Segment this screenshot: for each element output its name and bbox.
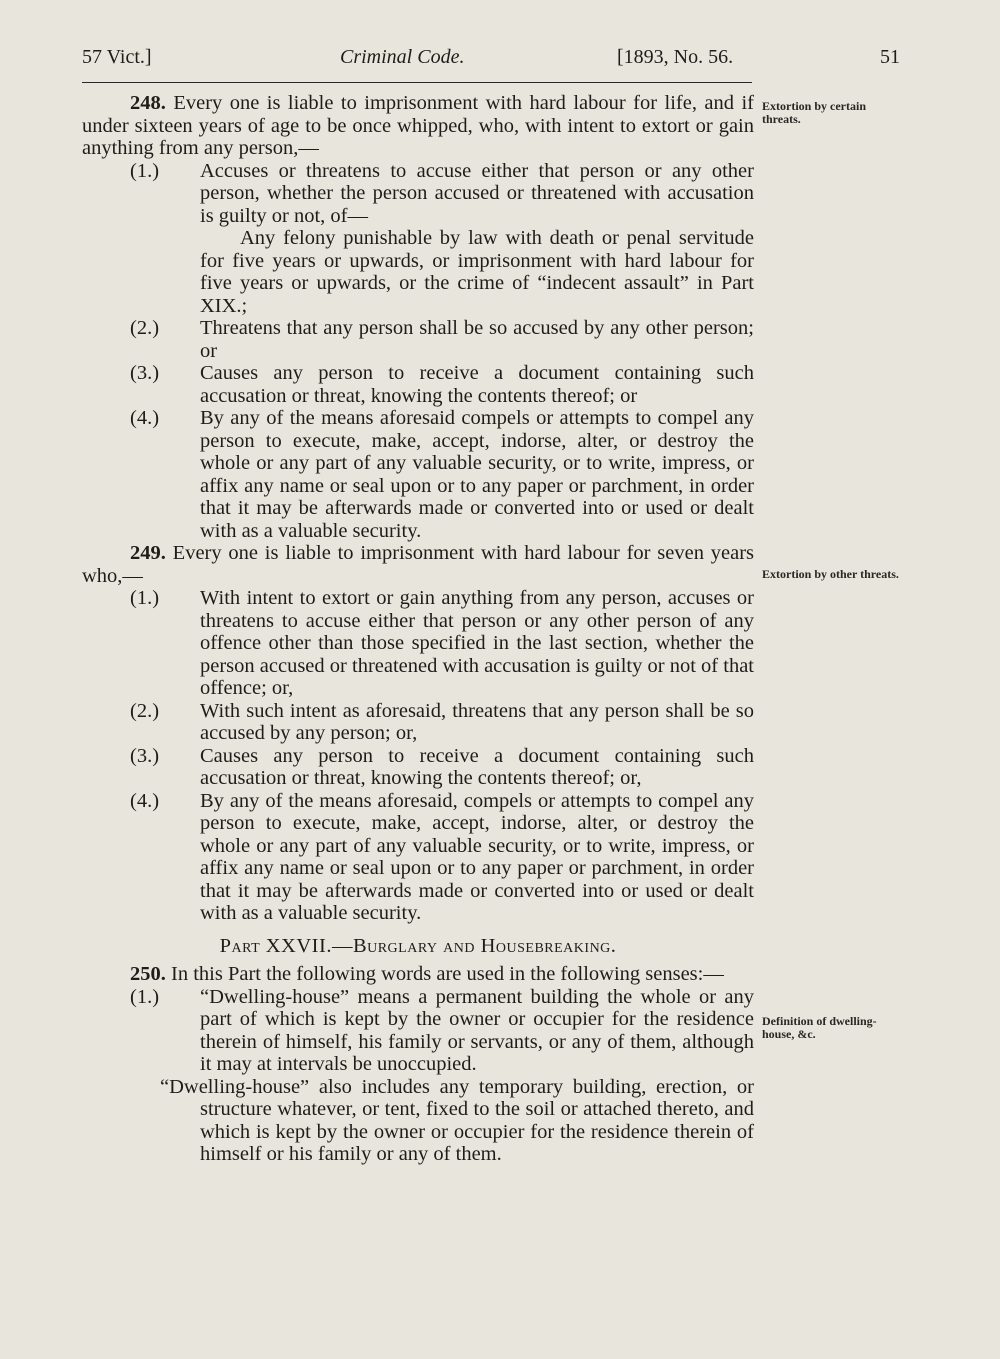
body-text bbox=[82, 92, 754, 1166]
section-249-item-4 bbox=[82, 790, 754, 925]
section-249-item-3 bbox=[82, 745, 754, 790]
margin-note-248: Extortion by certain threats. bbox=[762, 99, 866, 126]
item-text: By any of the means aforesaid compels or attempts to compel any person to execute, make, accept, indorse, alter, or destroy the whole or any part of any valuable security, or to write, impress, or affix any name or seal upon or to any paper or parchment, in order that it may be afterwards made or converted into or used or dealt with as a valuable security. bbox=[200, 407, 754, 542]
section-250-intro bbox=[82, 963, 754, 986]
header-title: Criminal Code. bbox=[340, 46, 465, 68]
part-heading: Part XXVII.—Burglary and Housebreaking. bbox=[219, 934, 617, 957]
item-number: (3.) bbox=[130, 362, 160, 384]
section-text: Every one is liable to imprisonment with hard labour for seven years who,— bbox=[82, 542, 755, 587]
section-text: Every one is liable to imprisonment with hard labour for life, and if under sixteen years of age to be once whipped, who, with intent to extort or gain anything from any person,— bbox=[82, 92, 754, 159]
section-250-item-1 bbox=[82, 986, 754, 1076]
header-act-reference: [1893, No. 56. bbox=[617, 46, 734, 68]
section-number: 248. bbox=[130, 92, 166, 114]
section-248-item-2 bbox=[82, 317, 754, 362]
item-number: (2.) bbox=[130, 699, 160, 722]
margin-note-250: Definition of dwelling-house, &c. bbox=[762, 1014, 877, 1041]
section-text: In this Part the following words are used in the following senses:— bbox=[171, 963, 724, 985]
item-text: Causes any person to receive a document containing such accusation or threat, knowing the contents thereof; or, bbox=[200, 744, 754, 789]
section-number: 249. bbox=[130, 542, 166, 564]
running-header bbox=[82, 46, 900, 76]
section-248-item-4 bbox=[82, 407, 754, 542]
item-number: (3.) bbox=[130, 744, 160, 767]
item-text: With intent to extort or gain anything from any person, accuses or threatens to accuse either that person or any other person of any offence other than those specified in the last section, whether the person accused or threatened with accusation is guilty or not of that offence; or, bbox=[200, 587, 754, 699]
item-number: (1.) bbox=[130, 587, 160, 609]
section-number: 250. bbox=[130, 963, 166, 985]
section-248-intro bbox=[82, 92, 754, 160]
section-250-continuation: “Dwelling-house” also includes any temporary building, erection, or structure whatever, or tent, fixed to the soil or attached thereto, and which is kept by the owner or occupier for the residence therein of himself or his family or any of them. bbox=[160, 1075, 754, 1165]
item-text: By any of the means aforesaid, compels or attempts to compel any person to execute, make, accept, indorse, alter, or destroy the whole or any part of any valuable security, or to write, impress, or affix any name or seal upon or to any paper or parchment, in order that it may be afterwards made or converted into or used or dealt with as a valuable security. bbox=[200, 789, 754, 924]
margin-note-249: Extortion by other threats. bbox=[762, 567, 899, 581]
item-text: “Dwelling-house” means a permanent building the whole or any part of which is kept by the owner or occupier for the residence therein of himself, his family or servants, or any of them, although it may at intervals be unoccupied. bbox=[200, 985, 754, 1075]
item-number: (1.) bbox=[130, 159, 160, 182]
header-rule bbox=[82, 82, 752, 83]
section-249-item-1 bbox=[82, 587, 754, 700]
section-249-item-2 bbox=[82, 700, 754, 745]
item-number: (2.) bbox=[130, 317, 160, 339]
item-number: (4.) bbox=[130, 407, 160, 429]
section-248-item-1 bbox=[82, 160, 754, 228]
item-text: Accuses or threatens to accuse either that person or any other person, whether the person accused or threatened with accusation is guilty or not, of— bbox=[200, 159, 754, 227]
item-text: With such intent as aforesaid, threatens that any person shall be so accused by any person; or, bbox=[200, 699, 754, 744]
item-number: (1.) bbox=[130, 985, 160, 1008]
item-text: Any felony punishable by law with death or penal servitude for five years or upwards, or imprisonment with hard labour for five years or upwards, or the crime of “indecent assault” in Part XIX.; bbox=[200, 227, 754, 317]
item-text: Causes any person to receive a document containing such accusation or threat, knowing the contents thereof; or bbox=[200, 362, 754, 407]
item-number: (4.) bbox=[130, 789, 160, 812]
page-number: 51 bbox=[880, 46, 900, 68]
header-regnal-year: 57 Vict.] bbox=[82, 46, 152, 68]
section-249-intro bbox=[82, 542, 754, 587]
item-text: Threatens that any person shall be so accused by any other person; or bbox=[200, 317, 754, 362]
section-248-item-3 bbox=[82, 362, 754, 407]
section-248-subparagraph bbox=[82, 227, 754, 317]
